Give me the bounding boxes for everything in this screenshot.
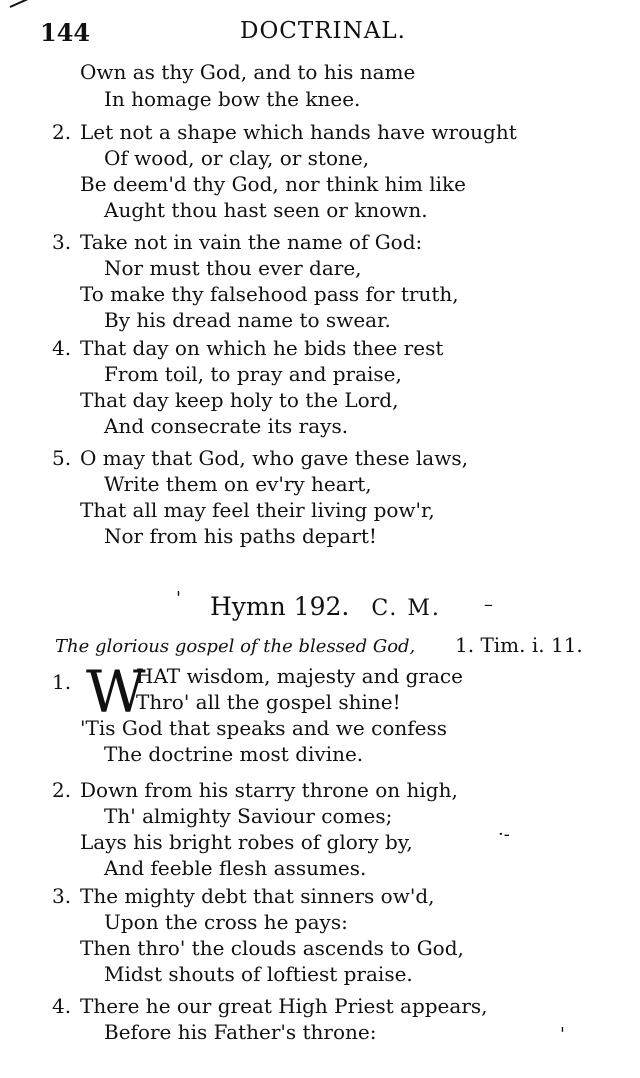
verse-line: Aught thou hast seen or known.: [104, 198, 428, 222]
hymn-meter: C. M.: [371, 596, 441, 621]
verse-line: Down from his starry throne on high,: [80, 778, 458, 802]
verse-line: Lays his bright robes of glory by,: [80, 830, 413, 854]
verse-line: Nor must thou ever dare,: [104, 256, 362, 280]
running-head: DOCTRINAL.: [240, 18, 406, 44]
verse-line: Then thro' the clouds ascends to God,: [80, 936, 464, 960]
verse-line: Write them on ev'ry heart,: [104, 472, 372, 496]
print-speck: ': [560, 1024, 565, 1045]
drop-cap: W: [86, 658, 146, 726]
verse-line: From toil, to pray and praise,: [104, 362, 402, 386]
verse-line: Thro' all the gospel shine!: [136, 690, 401, 714]
verse-number: 2.: [52, 778, 72, 802]
verse-number: 2.: [52, 120, 72, 144]
verse-number: 4.: [52, 336, 72, 360]
verse-line: 'Tis God that speaks and we confess: [80, 716, 448, 740]
verse-line: To make thy falsehood pass for truth,: [80, 282, 459, 306]
verse-line: Own as thy God, and to his name: [80, 60, 416, 84]
verse-line: The mighty debt that sinners ow'd,: [80, 884, 435, 908]
hymn-subtitle: The glorious gospel of the blessed God,: [55, 636, 416, 657]
verse-line: In homage bow the knee.: [104, 87, 361, 111]
verse-number: 3.: [52, 230, 72, 254]
verse-line: Let not a shape which hands have wrought: [80, 120, 517, 144]
verse-line: And feeble flesh assumes.: [104, 856, 367, 880]
hymn-title: [210, 592, 441, 621]
print-speck: ·-: [498, 824, 510, 845]
verse-line: That day keep holy to the Lord,: [80, 388, 399, 412]
verse-line: The doctrine most divine.: [104, 742, 364, 766]
verse-line: Nor from his paths depart!: [104, 524, 377, 548]
page-header: [40, 18, 600, 50]
verse-line: Th' almighty Saviour comes;: [104, 804, 393, 828]
verse-line: Of wood, or clay, or stone,: [104, 146, 370, 170]
verse-line: Midst shouts of loftiest praise.: [104, 962, 413, 986]
verse-line: Upon the cross he pays:: [104, 910, 348, 934]
verse-line: Before his Father's throne:: [104, 1020, 377, 1044]
page-number: 144: [40, 18, 91, 47]
verse-number: 4.: [52, 994, 72, 1018]
verse-number: 1.: [52, 670, 72, 694]
verse-line: O may that God, who gave these laws,: [80, 446, 468, 470]
verse-line: And consecrate its rays.: [104, 414, 349, 438]
verse-line: Be deem'd thy God, nor think him like: [80, 172, 466, 196]
corner-rule: [10, 0, 62, 8]
verse-line: There he our great High Priest appears,: [80, 994, 488, 1018]
verse-line: By his dread name to swear.: [104, 308, 391, 332]
hymn-number: Hymn 192.: [210, 592, 350, 621]
verse-line: That all may feel their living pow'r,: [80, 498, 435, 522]
verse-number: 3.: [52, 884, 72, 908]
verse-line: HAT wisdom, majesty and grace: [136, 664, 463, 688]
verse-number: 5.: [52, 446, 72, 470]
verse-line: That day on which he bids thee rest: [80, 336, 444, 360]
verse-line: Take not in vain the name of God:: [80, 230, 423, 254]
print-speck: –: [484, 594, 493, 615]
print-speck: ': [176, 588, 181, 609]
scripture-reference: 1. Tim. i. 11.: [455, 633, 583, 657]
